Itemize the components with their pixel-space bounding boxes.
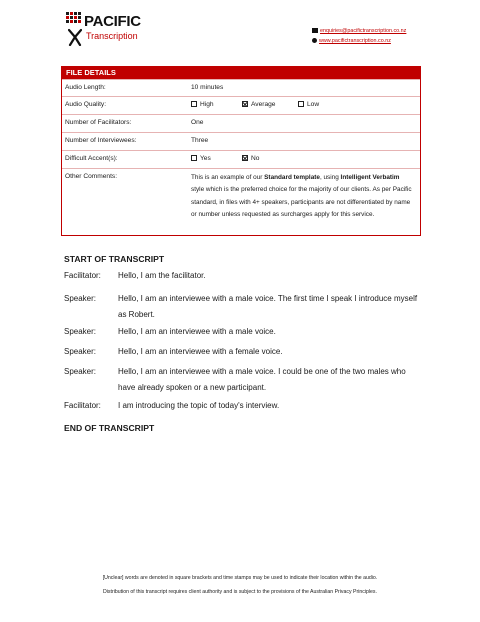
file-details-table: [61, 66, 421, 236]
checked-checkbox-icon[interactable]: [242, 155, 248, 161]
checkbox-icon[interactable]: [191, 155, 197, 161]
logo-subtitle: Transcription: [86, 31, 138, 41]
footer-note-privacy: Distribution of this transcript requires client authority and is subject to the provisions of the Australian Privacy Principles.: [103, 589, 377, 595]
website-link[interactable]: www.pacifictranscription.co.nz: [319, 38, 391, 44]
comments-text: This is an example of our Standard template, using Intelligent Verbatim style which is the preferred choice for the majority of our clients. As per Pacific standard, in files with 4+ speakers, participants are not differentiated by name or number unless requested as surcharges apply for this service.: [191, 174, 412, 218]
company-logo: [66, 12, 156, 46]
accent-option-no[interactable]: No: [242, 155, 259, 162]
utterance-text: Hello, I am an interviewee with a male voice. The first time I speak I introduce myself as Robert.: [118, 294, 418, 319]
interviewees-value: Three: [191, 137, 209, 144]
utterance-text: Hello, I am the facilitator.: [118, 271, 206, 280]
email-link[interactable]: enquiries@pacifictranscription.co.nz: [320, 28, 407, 34]
quality-option-average[interactable]: Average: [242, 101, 275, 108]
envelope-icon: [312, 28, 318, 33]
speaker-label: Speaker:: [64, 367, 97, 376]
facilitators-row: [62, 114, 420, 132]
audio-quality-row: [62, 96, 420, 114]
accents-label: Difficult Accent(s):: [65, 155, 118, 162]
accents-row: [62, 150, 420, 168]
audio-quality-label: Audio Quality:: [65, 101, 107, 108]
logo-grid-icon: [66, 12, 80, 28]
checkbox-icon[interactable]: [191, 101, 197, 107]
contact-email[interactable]: [312, 28, 406, 34]
checked-checkbox-icon[interactable]: [242, 101, 248, 107]
quality-option-high[interactable]: High: [191, 101, 214, 108]
speaker-label: Facilitator:: [64, 401, 101, 410]
speaker-label: Facilitator:: [64, 271, 101, 280]
footer-note-unclear: [Unclear] words are denoted in square brackets and time stamps may be used to indicate their location within the audio.: [102, 575, 378, 581]
audio-length-value: 10 minutes: [191, 84, 224, 91]
quality-option-low[interactable]: Low: [298, 101, 319, 108]
facilitators-value: One: [191, 119, 204, 126]
logo-wordmark: PACIFIC: [84, 13, 141, 30]
interviewees-label: Number of Interviewees:: [65, 137, 137, 144]
speaker-label: Speaker:: [64, 294, 97, 303]
facilitators-label: Number of Facilitators:: [65, 119, 132, 126]
utterance-text: Hello, I am an interviewee with a male voice. I could be one of the two males who have already spoken or a new participant.: [118, 367, 406, 392]
utterance-text: Hello, I am an interviewee with a male voice.: [118, 327, 276, 336]
contact-website[interactable]: [312, 38, 391, 44]
transcript-start-heading: START OF TRANSCRIPT: [64, 254, 165, 264]
checkbox-icon[interactable]: [298, 101, 304, 107]
audio-length-label: Audio Length:: [65, 84, 106, 91]
logo-figure-icon: [68, 28, 82, 46]
comments-row: [62, 168, 420, 235]
speaker-label: Speaker:: [64, 347, 97, 356]
comments-label: Other Comments:: [65, 173, 118, 180]
accent-option-yes[interactable]: Yes: [191, 155, 211, 162]
transcript-end-heading: END OF TRANSCRIPT: [64, 423, 155, 433]
audio-length-row: [62, 79, 420, 96]
file-details-title: FILE DETAILS: [62, 67, 420, 79]
speaker-label: Speaker:: [64, 327, 97, 336]
utterance-text: Hello, I am an interviewee with a female voice.: [118, 347, 283, 356]
utterance-text: I am introducing the topic of today's interview.: [118, 401, 280, 410]
globe-icon: [312, 38, 317, 43]
interviewees-row: [62, 132, 420, 150]
